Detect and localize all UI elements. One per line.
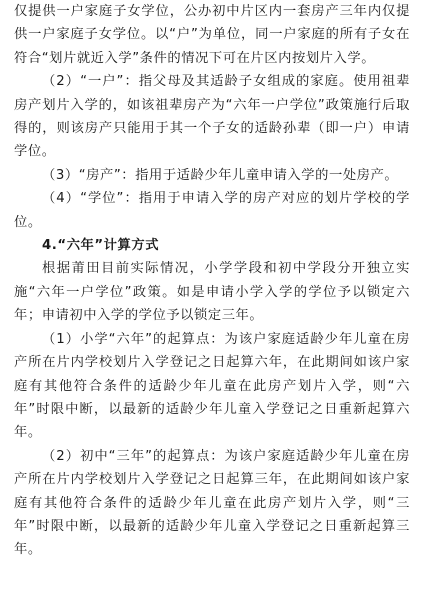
section-heading-six-year-calculation: 4.“六年”计算方式 (42, 238, 160, 254)
paragraph-calculation-primary: （1）小学“六年”的起算点：为该户家庭适龄少年儿童在房产所在片内学校划片入学登记之日起算六年，在此期间如该户家庭有其他符合条件的适龄少年儿童在此房产划片入学，则“六年”时限中断，以最新的适龄少年儿童入学登记之日重新起算六年。 (14, 331, 410, 441)
paragraph-calculation-overview: 根据莆田目前实际情况，小学学段和初中学段分开独立实施“六年一户学位”政策。如是申请小学入学的学位予以锁定六年；申请初中入学的学位予以锁定三年。 (14, 261, 410, 324)
paragraph-definition-property: （3）“房产”：指用于适龄少年儿童申请入学的一处房产。 (42, 167, 399, 183)
paragraph-definition-seat: （4）“学位”：指用于申请入学的房产对应的划片学校的学位。 (14, 191, 410, 230)
paragraph-definition-household: （2）“一户”：指父母及其适龄子女组成的家庭。使用祖辈房产划片入学的，如该祖辈房产为“六年一户学位”政策施行后取得的，则该房产只能用于其一个子女的适龄孙辈（即一户）申请学位。 (14, 74, 410, 160)
paragraph-calculation-junior: （2）初中“三年”的起算点：为该户家庭适龄少年儿童在房产所在片内学校划片入学登记之日起算三年，在此期间如该户家庭有其他符合条件的适龄少年儿童在此房产划片入学，则“三年”时限中断，以最新的适龄少年儿童入学登记之日重新起算三年。 (14, 448, 410, 558)
paragraph-intro-continued: 仅提供一户家庭子女学位，公办初中片区内一套房产三年内仅提供一户家庭子女学位。以“户”为单位，同一户家庭的所有子女在符合“划片就近入学”条件的情况下可在片区内按划片入学。 (14, 4, 410, 66)
